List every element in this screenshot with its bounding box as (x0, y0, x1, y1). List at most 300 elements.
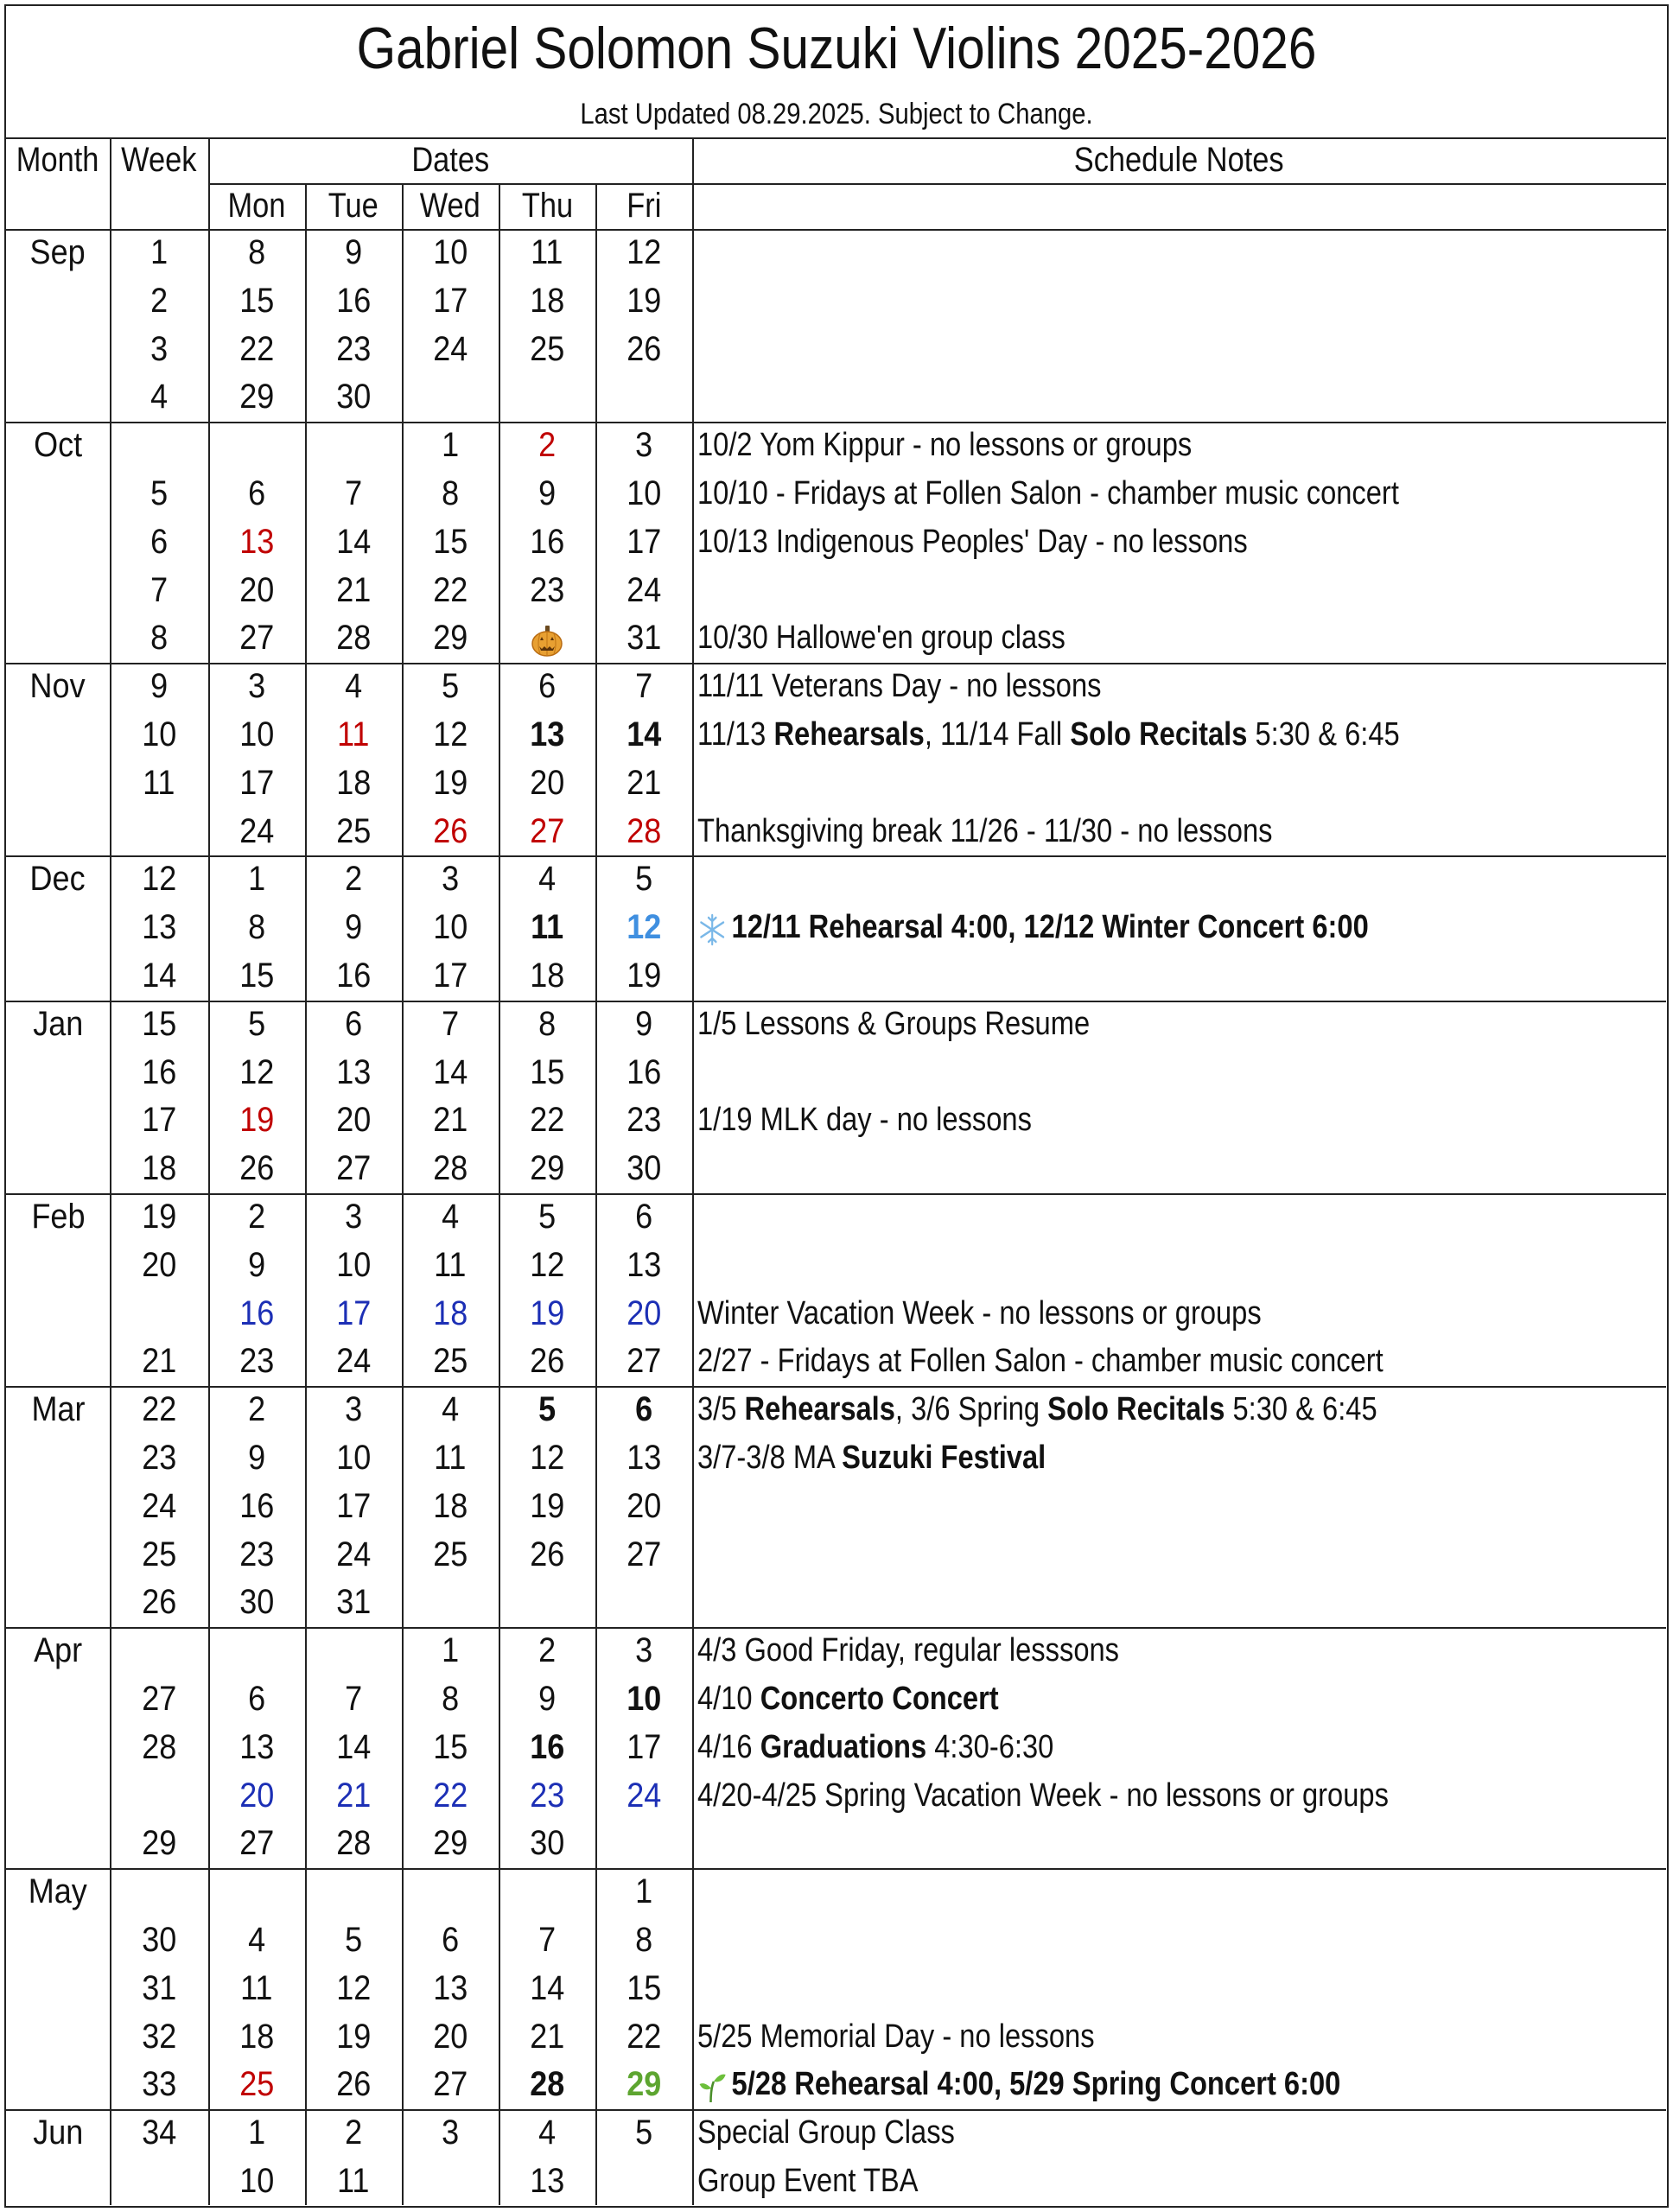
date-cell-thu (499, 1242, 595, 1290)
date-text: 22 (626, 2017, 662, 2056)
month-text: May (28, 1872, 88, 1911)
date-text: 30 (626, 1149, 662, 1188)
date-text: 13 (432, 1968, 468, 2007)
date-cell-tue (305, 1145, 402, 1193)
date-text: 15 (239, 957, 275, 995)
date-text: 30 (335, 378, 372, 416)
date-text: 20 (626, 1486, 662, 1525)
month-label (6, 518, 110, 567)
month-label (6, 229, 110, 277)
week-number (110, 760, 208, 808)
date-text: 25 (239, 2065, 275, 2104)
date-cell-wed (402, 1242, 499, 1290)
date-cell-fri (595, 1724, 692, 1772)
date-cell-fri (595, 1338, 692, 1386)
date-cell-thu (499, 1483, 595, 1531)
date-text: 23 (529, 570, 565, 609)
week-text: 29 (141, 1824, 177, 1863)
date-cell-mon (208, 1531, 305, 1580)
date-text: 12 (432, 715, 468, 753)
date-text: 6 (247, 1680, 266, 1718)
date-text: 28 (335, 1824, 372, 1863)
date-text: 4 (538, 860, 557, 899)
date-cell-wed (402, 2109, 499, 2158)
date-text: 24 (626, 570, 662, 609)
date-text: 20 (239, 1776, 275, 1815)
week-text: 33 (141, 2065, 177, 2104)
date-cell-fri (595, 1820, 692, 1868)
date-cell-tue (305, 373, 402, 422)
date-cell-fri (595, 1868, 692, 1916)
month-label (6, 1965, 110, 2013)
date-text: 11 (530, 908, 564, 947)
date-cell-wed (402, 2013, 499, 2062)
column-divider (402, 183, 404, 2205)
date-text: 16 (335, 957, 372, 995)
date-text: 31 (626, 619, 662, 658)
date-cell-tue (305, 1386, 402, 1434)
date-cell-thu (499, 1434, 595, 1483)
date-cell-mon (208, 1193, 305, 1242)
week-text: 5 (149, 474, 169, 512)
date-cell-thu (499, 2013, 595, 2062)
month-label (6, 614, 110, 663)
row-divider (6, 1386, 1666, 1388)
date-cell-mon (208, 1338, 305, 1386)
schedule-note (697, 1096, 1032, 1145)
date-cell-mon (208, 1145, 305, 1193)
week-text: 24 (141, 1486, 177, 1525)
header-day-thu-label: Thu (521, 187, 573, 225)
date-cell-tue (305, 711, 402, 760)
schedule-note (697, 1724, 1053, 1772)
date-cell-wed (402, 1386, 499, 1434)
date-cell-thu (499, 1868, 595, 1916)
date-text: 9 (344, 908, 363, 947)
date-text: 4 (344, 667, 363, 706)
date-text: 2 (247, 1390, 266, 1429)
note-text: 10/30 Hallowe'en group class (697, 620, 1066, 657)
date-cell-thu (499, 1579, 595, 1627)
date-cell-wed (402, 422, 499, 470)
date-text: 15 (239, 281, 275, 320)
note-text: 10/2 Yom Kippur - no lessons or groups (697, 427, 1193, 464)
date-text: 9 (538, 474, 557, 512)
week-text: 19 (141, 1198, 177, 1236)
date-cell-wed (402, 1820, 499, 1868)
date-cell-tue (305, 663, 402, 711)
date-cell-tue (305, 1724, 402, 1772)
date-text: 17 (432, 957, 468, 995)
date-text: 29 (239, 378, 275, 416)
month-label (6, 422, 110, 470)
week-number (110, 663, 208, 711)
date-cell-wed (402, 567, 499, 615)
date-text: 16 (335, 281, 372, 320)
date-text: 25 (432, 1342, 468, 1381)
date-cell-fri (595, 1049, 692, 1097)
date-text: 26 (529, 1342, 565, 1381)
month-label (6, 2109, 110, 2158)
month-label (6, 1483, 110, 1531)
month-label (6, 2158, 110, 2206)
date-cell-thu (499, 1290, 595, 1338)
date-text: 11 (337, 715, 370, 753)
date-cell-wed (402, 1675, 499, 1724)
date-cell-mon (208, 1386, 305, 1434)
note-text: 4/10 (697, 1681, 760, 1717)
month-label (6, 1627, 110, 1675)
note-text: Graduations (760, 1728, 927, 1765)
week-text: 15 (141, 1004, 177, 1043)
date-cell-wed (402, 1579, 499, 1627)
month-label (6, 326, 110, 374)
date-cell-fri (595, 1290, 692, 1338)
date-text: 4 (538, 2113, 557, 2152)
date-text: 24 (239, 811, 275, 850)
date-cell-thu (499, 1675, 595, 1724)
date-text: 23 (529, 1776, 565, 1815)
date-cell-wed (402, 1001, 499, 1049)
date-text: 10 (335, 1245, 372, 1284)
week-text: 2 (149, 281, 169, 320)
date-cell-fri (595, 229, 692, 277)
date-text: 7 (344, 474, 363, 512)
header-dates (208, 137, 692, 183)
date-text: 4 (441, 1390, 460, 1429)
row-divider (6, 855, 1666, 857)
note-text: 11/11 Veterans Day - no lessons (697, 668, 1102, 705)
date-cell-fri (595, 808, 692, 856)
week-number (110, 422, 208, 470)
date-cell-fri (595, 952, 692, 1001)
month-label (6, 1820, 110, 1868)
date-cell-thu (499, 2158, 595, 2206)
header-day-wed (402, 183, 499, 229)
date-text: 5 (247, 1004, 266, 1043)
date-text: 8 (247, 908, 266, 947)
date-cell-mon (208, 1001, 305, 1049)
date-text: 3 (634, 1631, 653, 1670)
date-text: 20 (432, 2017, 468, 2056)
week-number (110, 1868, 208, 1916)
date-cell-thu (499, 2061, 595, 2109)
date-text: 17 (626, 1727, 662, 1766)
date-cell-wed (402, 1145, 499, 1193)
date-text: 5 (634, 2113, 653, 2152)
week-number (110, 2061, 208, 2109)
date-cell-tue (305, 2061, 402, 2109)
date-cell-wed (402, 1049, 499, 1097)
date-cell-thu (499, 1772, 595, 1821)
date-text: 3 (634, 426, 653, 465)
date-cell-mon (208, 518, 305, 567)
week-number (110, 2013, 208, 2062)
month-label (6, 1001, 110, 1049)
date-text: 6 (441, 1921, 460, 1959)
date-cell-fri (595, 277, 692, 326)
date-text: 20 (626, 1294, 662, 1332)
week-text: 20 (141, 1245, 177, 1284)
date-cell-mon (208, 326, 305, 374)
date-cell-wed (402, 1483, 499, 1531)
date-text: 28 (432, 1149, 468, 1188)
date-cell-thu (499, 760, 595, 808)
week-text: 22 (141, 1390, 177, 1429)
month-label (6, 470, 110, 518)
note-text: 4/20-4/25 Spring Vacation Week - no lessons or groups (697, 1777, 1389, 1814)
week-number (110, 1242, 208, 1290)
date-cell-mon (208, 952, 305, 1001)
row-divider (208, 183, 1666, 185)
date-cell-mon (208, 2013, 305, 2062)
week-text: 7 (149, 570, 169, 609)
week-number (110, 1772, 208, 1821)
schedule-note (697, 422, 1192, 470)
date-cell-mon (208, 1965, 305, 2013)
date-cell-fri (595, 1193, 692, 1242)
date-text: 27 (626, 1342, 662, 1381)
date-cell-mon (208, 1772, 305, 1821)
date-text: 11 (337, 2162, 370, 2200)
date-text: 9 (247, 1439, 266, 1477)
week-text: 13 (141, 908, 177, 947)
note-text: Winter Vacation Week - no lessons or groups (697, 1294, 1262, 1332)
note-text: 12/11 Rehearsal 4:00, 12/12 Winter Concert 6:00 (731, 909, 1369, 946)
date-text: 24 (626, 1776, 662, 1815)
date-text: 19 (335, 2017, 372, 2056)
date-text: 21 (432, 1101, 468, 1140)
date-cell-wed (402, 470, 499, 518)
note-text: Solo Recitals (1047, 1391, 1225, 1428)
date-text: 8 (441, 1680, 460, 1718)
date-text: 19 (626, 281, 662, 320)
date-cell-fri (595, 1434, 692, 1483)
row-divider (6, 229, 1666, 231)
week-text: 16 (141, 1052, 177, 1091)
header-schedule-notes-label: Schedule Notes (1074, 141, 1284, 179)
date-cell-wed (402, 373, 499, 422)
row-divider (6, 1627, 1666, 1629)
date-cell-fri (595, 1627, 692, 1675)
date-cell-wed (402, 1434, 499, 1483)
date-text: 18 (432, 1294, 468, 1332)
header-day-fri-label: Fri (626, 187, 662, 225)
pumpkin-icon (530, 619, 564, 657)
date-cell-mon (208, 422, 305, 470)
date-cell-tue (305, 1338, 402, 1386)
date-text: 4 (247, 1921, 266, 1959)
date-cell-mon (208, 470, 305, 518)
date-text: 26 (432, 811, 468, 850)
date-cell-wed (402, 663, 499, 711)
week-text: 12 (141, 860, 177, 899)
week-number (110, 567, 208, 615)
date-text: 13 (335, 1052, 372, 1091)
week-number (110, 1001, 208, 1049)
date-cell-thu (499, 904, 595, 952)
date-text: 29 (432, 1824, 468, 1863)
note-text: 2/27 - Fridays at Follen Salon - chamber music concert (697, 1343, 1384, 1380)
date-text: 25 (529, 329, 565, 368)
date-text: 11 (531, 233, 563, 271)
date-cell-mon (208, 1868, 305, 1916)
date-text: 5 (634, 860, 653, 899)
note-text: 5:30 & 6:45 (1247, 716, 1400, 753)
month-label (6, 567, 110, 615)
schedule-note (697, 663, 1101, 711)
date-cell-tue (305, 277, 402, 326)
week-number (110, 373, 208, 422)
date-cell-mon (208, 1290, 305, 1338)
date-cell-mon (208, 373, 305, 422)
schedule-note (697, 1338, 1384, 1386)
date-text: 11 (240, 1968, 273, 2007)
date-text: 2 (344, 860, 363, 899)
month-label (6, 1916, 110, 1965)
date-cell-mon (208, 663, 305, 711)
date-text: 16 (239, 1486, 275, 1525)
week-text: 30 (141, 1921, 177, 1959)
date-cell-tue (305, 614, 402, 663)
week-text: 3 (149, 329, 169, 368)
date-text: 24 (335, 1342, 372, 1381)
date-text: 27 (626, 1535, 662, 1573)
week-text: 31 (141, 1968, 177, 2007)
date-cell-fri (595, 1096, 692, 1145)
week-number (110, 1290, 208, 1338)
month-label (6, 952, 110, 1001)
date-cell-mon (208, 277, 305, 326)
date-cell-wed (402, 1338, 499, 1386)
schedule-note (697, 470, 1399, 518)
schedule-note (697, 2061, 1340, 2109)
date-text: 22 (529, 1101, 565, 1140)
schedule-note (697, 711, 1400, 760)
note-text: 5/25 Memorial Day - no lessons (697, 2018, 1095, 2055)
schedule-note (697, 1386, 1377, 1434)
week-number (110, 1675, 208, 1724)
date-cell-mon (208, 614, 305, 663)
note-text: 10/10 - Fridays at Follen Salon - chamber music concert (697, 475, 1399, 512)
week-number (110, 1724, 208, 1772)
date-cell-fri (595, 663, 692, 711)
date-cell-thu (499, 277, 595, 326)
week-text: 10 (141, 715, 177, 753)
month-label (6, 1772, 110, 1821)
date-cell-wed (402, 326, 499, 374)
date-cell-thu (499, 422, 595, 470)
date-cell-wed (402, 1531, 499, 1580)
date-cell-thu (499, 614, 595, 663)
month-text: Jan (32, 1004, 84, 1043)
date-cell-wed (402, 2158, 499, 2206)
date-cell-wed (402, 1965, 499, 2013)
date-text: 29 (529, 1149, 565, 1188)
month-text: Dec (29, 860, 86, 899)
date-text: 5 (538, 1198, 557, 1236)
date-cell-thu (499, 1145, 595, 1193)
date-text: 23 (626, 1101, 662, 1140)
date-cell-thu (499, 1627, 595, 1675)
date-text: 19 (239, 1101, 275, 1140)
date-cell-fri (595, 1965, 692, 2013)
date-cell-mon (208, 855, 305, 904)
date-text: 5 (441, 667, 460, 706)
header-week (110, 137, 208, 183)
date-text: 15 (432, 522, 468, 561)
date-text: 14 (335, 1727, 372, 1766)
date-cell-mon (208, 808, 305, 856)
date-cell-wed (402, 229, 499, 277)
week-number (110, 470, 208, 518)
date-cell-tue (305, 1868, 402, 1916)
schedule-note (697, 1675, 999, 1724)
row-divider (6, 1001, 1666, 1002)
date-cell-tue (305, 2158, 402, 2206)
date-cell-tue (305, 1483, 402, 1531)
note-text: 4/3 Good Friday, regular lesssons (697, 1632, 1120, 1669)
date-cell-fri (595, 614, 692, 663)
schedule-note (697, 1772, 1389, 1821)
month-label (6, 373, 110, 422)
date-cell-tue (305, 808, 402, 856)
week-number (110, 1049, 208, 1097)
date-text: 20 (529, 763, 565, 802)
header-month (6, 137, 110, 183)
date-text: 15 (529, 1052, 565, 1091)
date-cell-thu (499, 855, 595, 904)
date-cell-mon (208, 1434, 305, 1483)
note-text: 4/16 (697, 1728, 760, 1765)
date-text: 10 (432, 908, 468, 947)
date-cell-wed (402, 904, 499, 952)
date-text: 17 (626, 522, 662, 561)
date-text: 27 (335, 1149, 372, 1188)
date-text: 13 (626, 1245, 662, 1284)
row-divider (6, 663, 1666, 664)
date-text: 18 (529, 281, 565, 320)
date-cell-fri (595, 567, 692, 615)
date-text: 15 (626, 1968, 662, 2007)
date-cell-wed (402, 614, 499, 663)
month-label (6, 2013, 110, 2062)
date-text: 14 (432, 1052, 468, 1091)
week-number (110, 808, 208, 856)
month-label (6, 1724, 110, 1772)
date-text: 18 (335, 763, 372, 802)
week-text: 17 (141, 1101, 177, 1140)
date-text: 17 (335, 1486, 372, 1525)
week-number (110, 1338, 208, 1386)
date-cell-tue (305, 1675, 402, 1724)
date-text: 20 (239, 570, 275, 609)
date-cell-fri (595, 1916, 692, 1965)
schedule-note (697, 2158, 919, 2206)
header-day-tue-label: Tue (328, 187, 378, 225)
date-text: 10 (239, 2162, 275, 2200)
date-cell-thu (499, 567, 595, 615)
date-cell-mon (208, 1627, 305, 1675)
date-cell-wed (402, 277, 499, 326)
row-divider (6, 2109, 1666, 2111)
date-cell-fri (595, 2109, 692, 2158)
date-cell-mon (208, 904, 305, 952)
date-cell-thu (499, 1096, 595, 1145)
date-text: 1 (247, 860, 266, 899)
date-cell-tue (305, 1965, 402, 2013)
schedule-note (697, 808, 1272, 856)
